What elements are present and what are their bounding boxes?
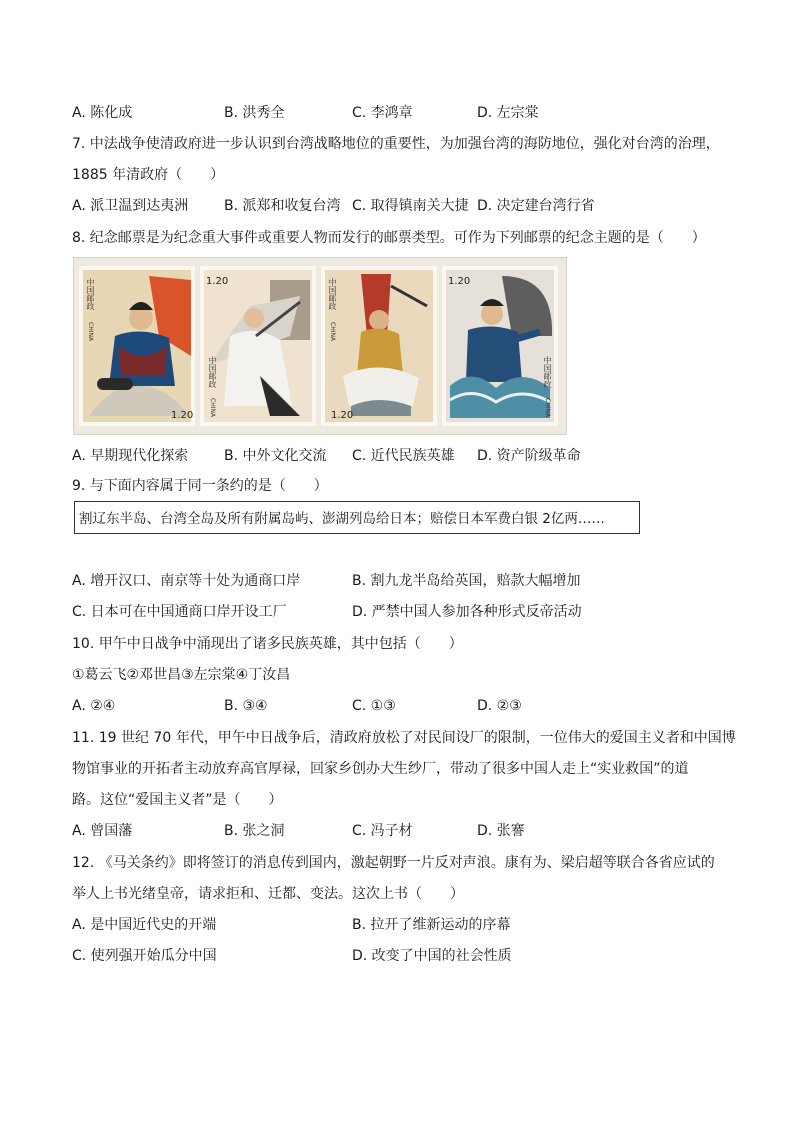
q7-option-d[interactable]: D. 决定建台湾行省 [477, 198, 595, 214]
stamp-2-value: 1.20 [206, 276, 229, 287]
q8-stem: 8. 纪念邮票是为纪念重大事件或重要人物而发行的邮票类型。可作为下列邮票的纪念主题的是（ ） [72, 230, 706, 246]
q7-options [72, 196, 732, 216]
q6-option-a[interactable]: A. 陈化成 [72, 105, 133, 121]
q9-option-d[interactable]: D. 严禁中国人参加各种形式反帝活动 [352, 604, 582, 620]
stamp-4 [442, 266, 558, 426]
q12-option-c[interactable]: C. 使列强开始瓜分中国 [72, 948, 217, 964]
stamp-1 [79, 266, 195, 426]
q10-option-b[interactable]: B. ③④ [224, 698, 268, 714]
stamp-3-code: CHINA [329, 322, 336, 342]
stamp-4-code: CHINA [544, 398, 551, 418]
q12-stem-line2: 举人上书光绪皇帝，请求拒和、迁都、变法。这次上书（ ） [72, 886, 464, 902]
q6-option-b[interactable]: B. 洪秀全 [224, 105, 285, 121]
q8-options [72, 446, 732, 466]
stamp-1-post: 中国邮政 [86, 278, 95, 310]
q11-stem-line1: 11. 19 世纪 70 年代，甲午中日战争后，清政府放松了对民间设厂的限制，一位伟大的爱国主义者和中国博 [72, 730, 736, 746]
q12-options-row2 [72, 946, 732, 966]
q6-option-c[interactable]: C. 李鸿章 [352, 105, 413, 121]
q9-option-c[interactable]: C. 日本可在中国通商口岸开设工厂 [72, 604, 287, 620]
q10-options [72, 696, 732, 716]
q9-material-text: 割辽东半岛、台湾全岛及所有附属岛屿、澎湖列岛给日本；赔偿日本军费白银 2亿两…… [79, 511, 605, 527]
stamp-3 [321, 266, 437, 426]
q11-stem-line2: 物馆事业的开拓者主动放弃高官厚禄，回家乡创办大生纱厂，带动了很多中国人走上“实业救国”的道 [72, 761, 689, 777]
q11-option-c[interactable]: C. 冯子材 [352, 823, 413, 839]
q9-option-b[interactable]: B. 割九龙半岛给英国，赔款大幅增加 [352, 573, 581, 589]
q11-option-a[interactable]: A. 曾国藩 [72, 823, 133, 839]
q9-stem: 9. 与下面内容属于同一条约的是（ ） [72, 478, 328, 494]
q8-option-d[interactable]: D. 资产阶级革命 [477, 448, 581, 464]
stamp-3-post: 中国邮政 [328, 278, 337, 310]
q11-option-b[interactable]: B. 张之洞 [224, 823, 285, 839]
stamp-2-post: 中国邮政 [208, 356, 217, 388]
q9-options-row2 [72, 602, 732, 622]
q7-option-a[interactable]: A. 派卫温到达夷洲 [72, 198, 189, 214]
q7-option-c[interactable]: C. 取得镇南关大捷 [352, 198, 469, 214]
q8-option-c[interactable]: C. 近代民族英雄 [352, 448, 455, 464]
q9-option-a[interactable]: A. 增开汉口、南京等十处为通商口岸 [72, 573, 301, 589]
q7-option-b[interactable]: B. 派郑和收复台湾 [224, 198, 341, 214]
q11-option-d[interactable]: D. 张謇 [477, 823, 525, 839]
stamp-3-value: 1.20 [331, 410, 354, 421]
q10-items: ①葛云飞②邓世昌③左宗棠④丁汝昌 [72, 667, 291, 683]
q12-option-a[interactable]: A. 是中国近代史的开端 [72, 917, 217, 933]
stamp-1-value: 1.20 [171, 410, 194, 421]
q9-material-box [74, 501, 640, 534]
q6-option-d[interactable]: D. 左宗棠 [477, 105, 539, 121]
stamp-4-value: 1.20 [448, 276, 471, 287]
q12-options-row1 [72, 915, 732, 935]
stamp-1-code: CHINA [87, 322, 94, 342]
q12-stem-line1: 12. 《马关条约》即将签订的消息传到国内，激起朝野一片反对声浪。康有为、梁启超等联合各省应试的 [72, 855, 715, 871]
q7-stem-line1: 7. 中法战争使清政府进一步认识到台湾战略地位的重要性，为加强台湾的海防地位，强化对台湾的治理， [72, 136, 720, 152]
q12-option-b[interactable]: B. 拉开了维新运动的序幕 [352, 917, 511, 933]
stamp-set-image [73, 257, 567, 435]
q10-option-a[interactable]: A. ②④ [72, 698, 116, 714]
q10-option-c[interactable]: C. ①③ [352, 698, 396, 714]
stamp-2 [200, 266, 316, 426]
q7-stem-line2: 1885 年清政府（ ） [72, 167, 225, 183]
q10-stem: 10. 甲午中日战争中涌现出了诸多民族英雄，其中包括（ ） [72, 636, 463, 652]
q8-option-a[interactable]: A. 早期现代化探索 [72, 448, 189, 464]
q12-option-d[interactable]: D. 改变了中国的社会性质 [352, 948, 512, 964]
q11-options [72, 821, 732, 841]
q6-options [72, 103, 732, 123]
q11-stem-line3: 路。这位“爱国主义者”是（ ） [72, 792, 283, 808]
q9-options-row1 [72, 571, 732, 591]
stamp-4-post: 中国邮政 [543, 356, 552, 388]
q10-option-d[interactable]: D. ②③ [477, 698, 522, 714]
stamp-2-code: CHINA [209, 398, 216, 418]
q8-option-b[interactable]: B. 中外文化交流 [224, 448, 327, 464]
